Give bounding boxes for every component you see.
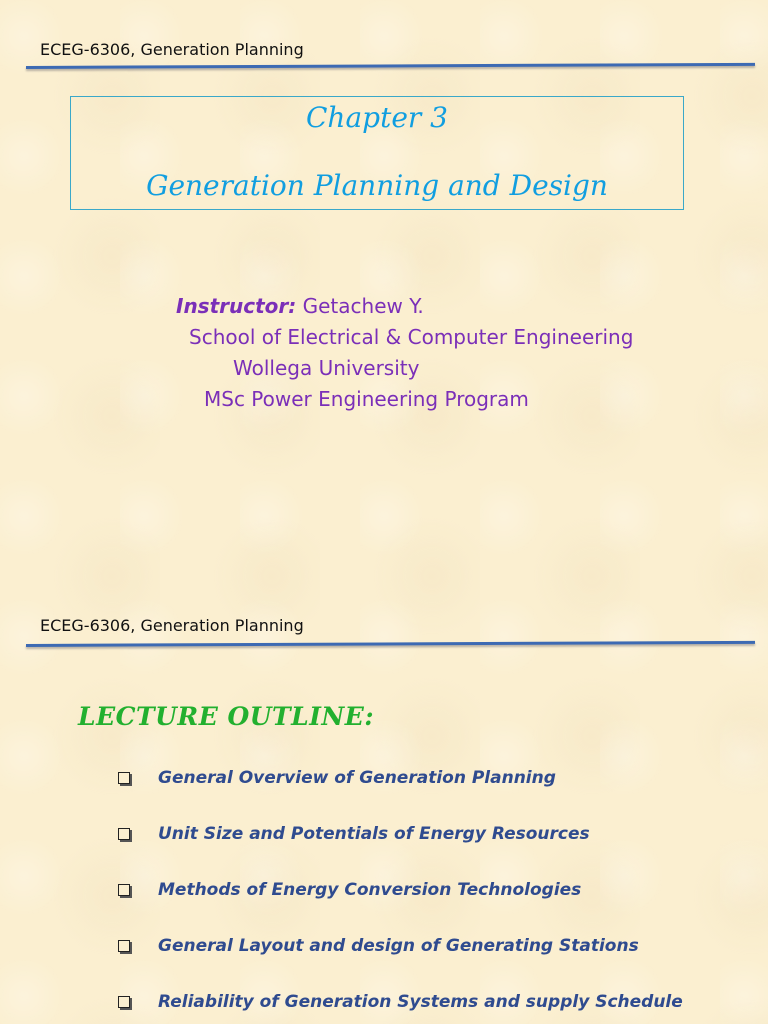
slide-header: ECEG-6306, Generation Planning: [40, 616, 304, 635]
list-item: [118, 822, 590, 846]
outline-slide: [0, 600, 768, 1024]
header-divider: [26, 63, 755, 69]
checkbox-icon: [118, 828, 130, 840]
outline-item-label: General Overview of Generation Planning: [158, 768, 556, 788]
checkbox-icon: [118, 772, 130, 784]
list-item: [118, 990, 683, 1014]
instructor-line: [176, 294, 424, 318]
outline-item-label: Methods of Energy Conversion Technologies: [158, 880, 582, 900]
chapter-title: Generation Planning and Design: [146, 169, 608, 202]
chapter-number: Chapter 3: [306, 101, 448, 134]
outline-item-label: Unit Size and Potentials of Energy Resources: [158, 824, 590, 844]
list-item: [118, 766, 556, 790]
school-name: School of Electrical & Computer Engineering: [189, 325, 634, 349]
checkbox-icon: [118, 996, 130, 1008]
program-name: MSc Power Engineering Program: [204, 387, 529, 411]
header-divider: [26, 641, 755, 647]
chapter-title-box: [70, 96, 684, 210]
instructor-name: Getachew Y.: [296, 294, 424, 318]
instructor-label: Instructor:: [176, 294, 297, 318]
checkbox-icon: [118, 940, 130, 952]
slide-header: ECEG-6306, Generation Planning: [40, 40, 304, 59]
outline-title: LECTURE OUTLINE:: [78, 702, 375, 731]
list-item: [118, 934, 639, 958]
university-name: Wollega University: [233, 356, 420, 380]
outline-item-label: General Layout and design of Generating Stations: [158, 936, 639, 956]
checkbox-icon: [118, 884, 130, 896]
outline-item-label: Reliability of Generation Systems and supply Schedule: [158, 992, 683, 1012]
list-item: [118, 878, 581, 902]
